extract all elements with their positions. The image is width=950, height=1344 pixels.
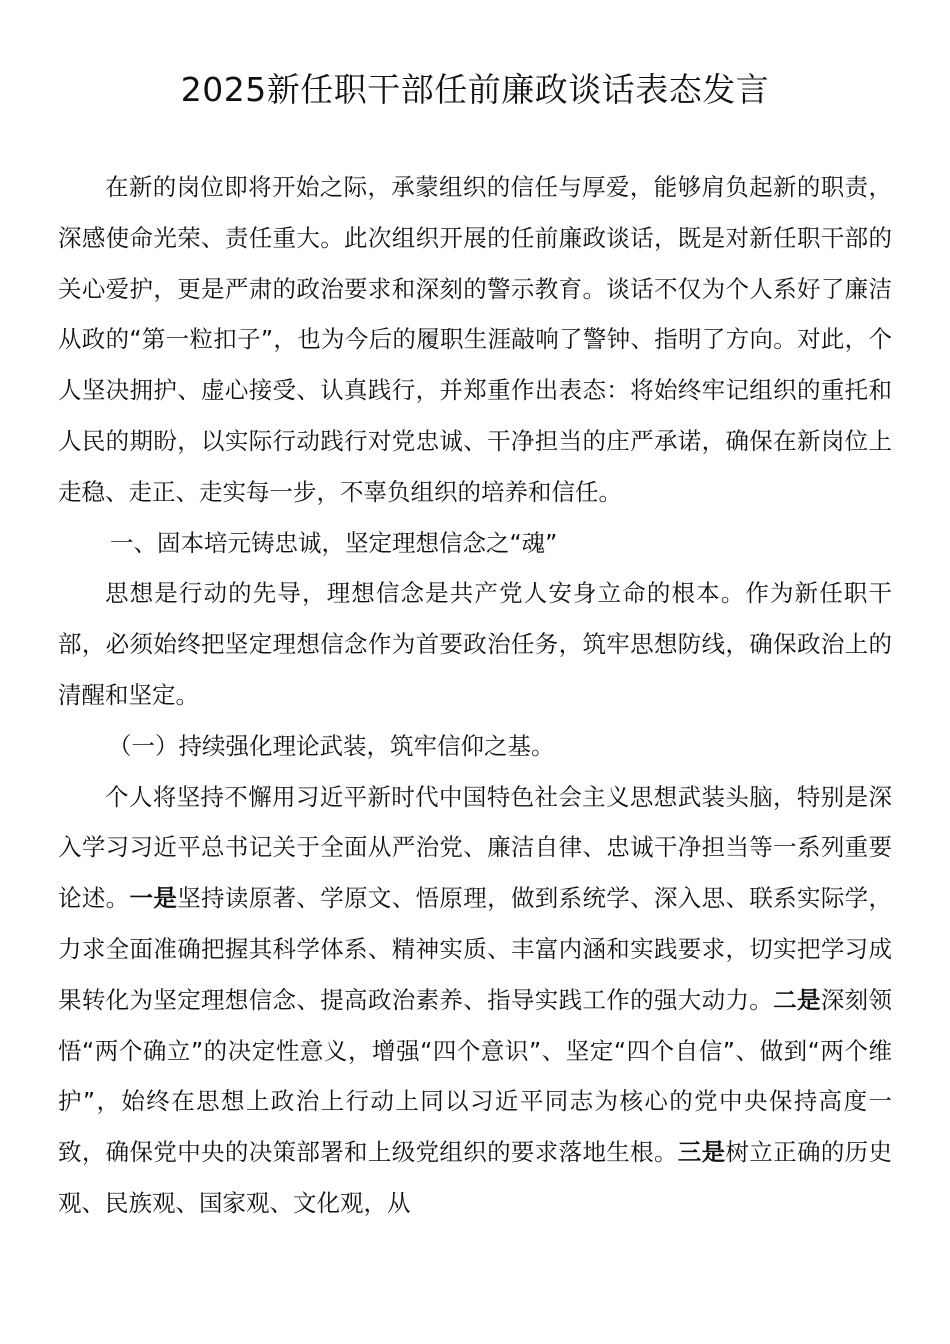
lead-text: 个人将坚持不懈用习近平新时代中国特色社会主义思想武装头脑，特别是深入学习习近平总书记关于全面从严治党、廉洁自律、忠诚干净担当等一系列重要论述。 bbox=[58, 782, 892, 913]
point3-label: 三是 bbox=[677, 1138, 726, 1167]
point1-text: 坚持读原著、学原文、悟原理，做到系统学、深入思、联系实际学，力求全面准确把握其科学体系、精神实质、丰富内涵和实践要求，切实把学习成果转化为坚定理想信念、提高政治素养、指导实践工作的强大动力。 bbox=[58, 884, 893, 1014]
opening-paragraph: 在新的岗位即将开始之际，承蒙组织的信任与厚爱，能够肩负起新的职责，深感使命光荣、责任重大。此次组织开展的任前廉政谈话，既是对新任职干部的关心爱护，更是严肃的政治要求和深刻的警示教育。谈话不仅为个人系好了廉洁从政的“第一粒扣子”，也为今后的履职生涯敲响了警钟、指明了方向。对此，个人坚决拥护、虚心接受、认真践行，并郑重作出表态：将始终牢记组织的重托和人民的期盼，以实际行动践行对党忠诚、干净担当的庄严承诺，确保在新岗位上走稳、走正、走实每一步，不辜负组织的培养和信任。 bbox=[58, 173, 892, 506]
section-intro-paragraph: 思想是行动的先导，理想信念是共产党人安身立命的根本。作为新任职干部，必须始终把坚定理想信念作为首要政治任务，筑牢思想防线，确保政治上的清醒和坚定。 bbox=[58, 579, 892, 709]
subsection-heading: （一）持续强化理论武装，筑牢信仰之基。 bbox=[108, 731, 555, 760]
subsection-paragraph bbox=[58, 772, 892, 1229]
section-heading: 一、固本培元铸忠诚，坚定理想信念之“魂” bbox=[110, 528, 558, 557]
document-title: 2025新任职干部任前廉政谈话表态发言 bbox=[180, 70, 770, 109]
point2-text: 深刻领悟“两个确立”的决定性意义，增强“四个意识”、坚定“四个自信”、做到“两个维护”，始终在思想上政治上行动上同以习近平同志为核心的党中央保持高度一致，确保党中央的决策部署和上级党组织的要求落地生根。 bbox=[58, 985, 893, 1167]
point1-label: 一是 bbox=[129, 884, 178, 913]
point3-text: 树立正确的历史观、民族观、国家观、文化观，从 bbox=[58, 1138, 893, 1217]
document-body bbox=[58, 162, 892, 1229]
point2-label: 二是 bbox=[773, 985, 821, 1014]
